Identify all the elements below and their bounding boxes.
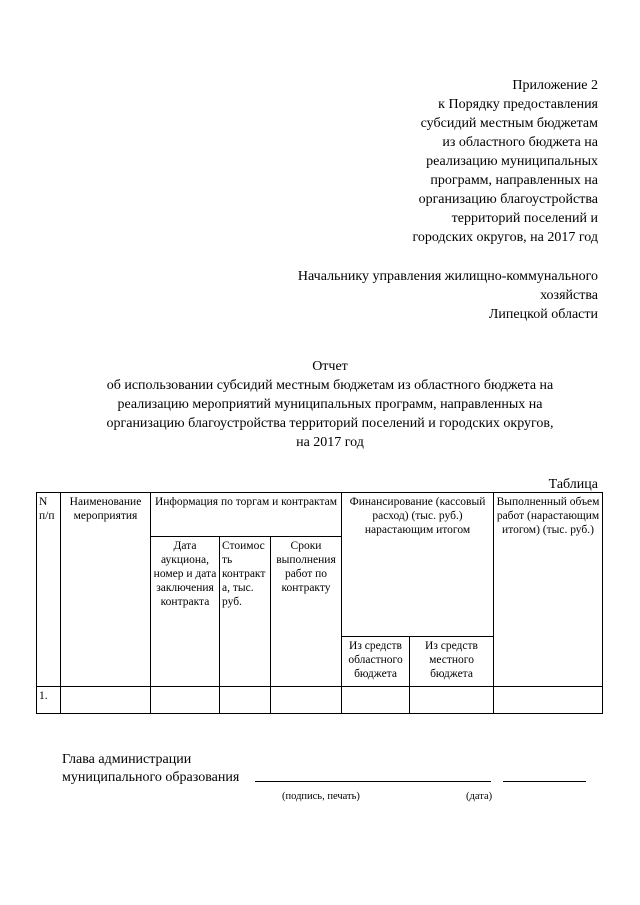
date-caption: (дата) xyxy=(466,791,493,802)
appendix-line: городских округов, на 2017 год xyxy=(412,230,598,245)
appendix-line: территорий поселений и xyxy=(451,211,598,226)
date-underline xyxy=(503,780,586,782)
report-subtitle-line: об использовании субсидий местным бюджетам из областного бюджета на xyxy=(106,378,554,393)
row-cell xyxy=(494,687,603,714)
report-table xyxy=(36,492,603,714)
appendix-line: программ, направленных на xyxy=(430,173,598,188)
row-cell xyxy=(61,687,151,714)
appendix-line: реализацию муниципальных xyxy=(426,154,598,169)
addressee-block xyxy=(218,267,598,324)
addressee-line: Начальнику управления жилищно-коммунального xyxy=(297,269,598,284)
report-heading xyxy=(40,357,620,452)
appendix-block xyxy=(338,76,598,247)
header-regional: Из средств областного бюджета xyxy=(342,637,410,687)
row-cell xyxy=(271,687,342,714)
header-local: Из средств местного бюджета xyxy=(410,637,494,687)
report-subtitle-line: на 2017 год xyxy=(296,435,364,450)
report-subtitle-line: реализацию мероприятий муниципальных программ, направленных на xyxy=(117,397,543,412)
signature-title-line1: Глава администрации xyxy=(62,752,192,767)
appendix-line: к Порядку предоставления xyxy=(438,97,598,112)
table-row xyxy=(37,687,603,714)
appendix-line: субсидий местным бюджетам xyxy=(420,116,598,131)
header-tenders: Информация по торгам и контрактам xyxy=(151,493,342,537)
addressee-line: хозяйства xyxy=(540,288,598,303)
signature-caption: (подпись, печать) xyxy=(282,791,360,802)
signature-underline xyxy=(255,780,491,782)
row-cell xyxy=(220,687,271,714)
report-subtitle-line: организацию благоустройства территорий поселений и городских округов, xyxy=(106,416,554,431)
row-cell xyxy=(410,687,494,714)
signature-title-line2: муниципального образования xyxy=(62,770,240,785)
header-name: Наименование мероприятия xyxy=(61,493,151,687)
header-completed: Выполненный объем работ (нарастающим итогом) (тыс. руб.) xyxy=(494,493,603,687)
table-label: Таблица xyxy=(548,477,598,492)
row-cell xyxy=(342,687,410,714)
row-cell xyxy=(151,687,220,714)
row-num: 1. xyxy=(37,687,61,714)
header-auction: Дата аукциона, номер и дата заключения контракта xyxy=(151,537,220,687)
report-title: Отчет xyxy=(312,359,348,374)
header-num: N п/п xyxy=(37,493,61,687)
appendix-line: организацию благоустройства xyxy=(418,192,598,207)
addressee-line: Липецкой области xyxy=(488,307,598,322)
appendix-line: Приложение 2 xyxy=(512,78,598,93)
appendix-line: из областного бюджета на xyxy=(442,135,598,150)
header-financing: Финансирование (кассовый расход) (тыс. руб.) нарастающим итогом xyxy=(342,493,494,637)
header-terms: Сроки выполнения работ по контракту xyxy=(271,537,342,687)
header-cost: Стоимость контракта, тыс. руб. xyxy=(220,537,271,687)
